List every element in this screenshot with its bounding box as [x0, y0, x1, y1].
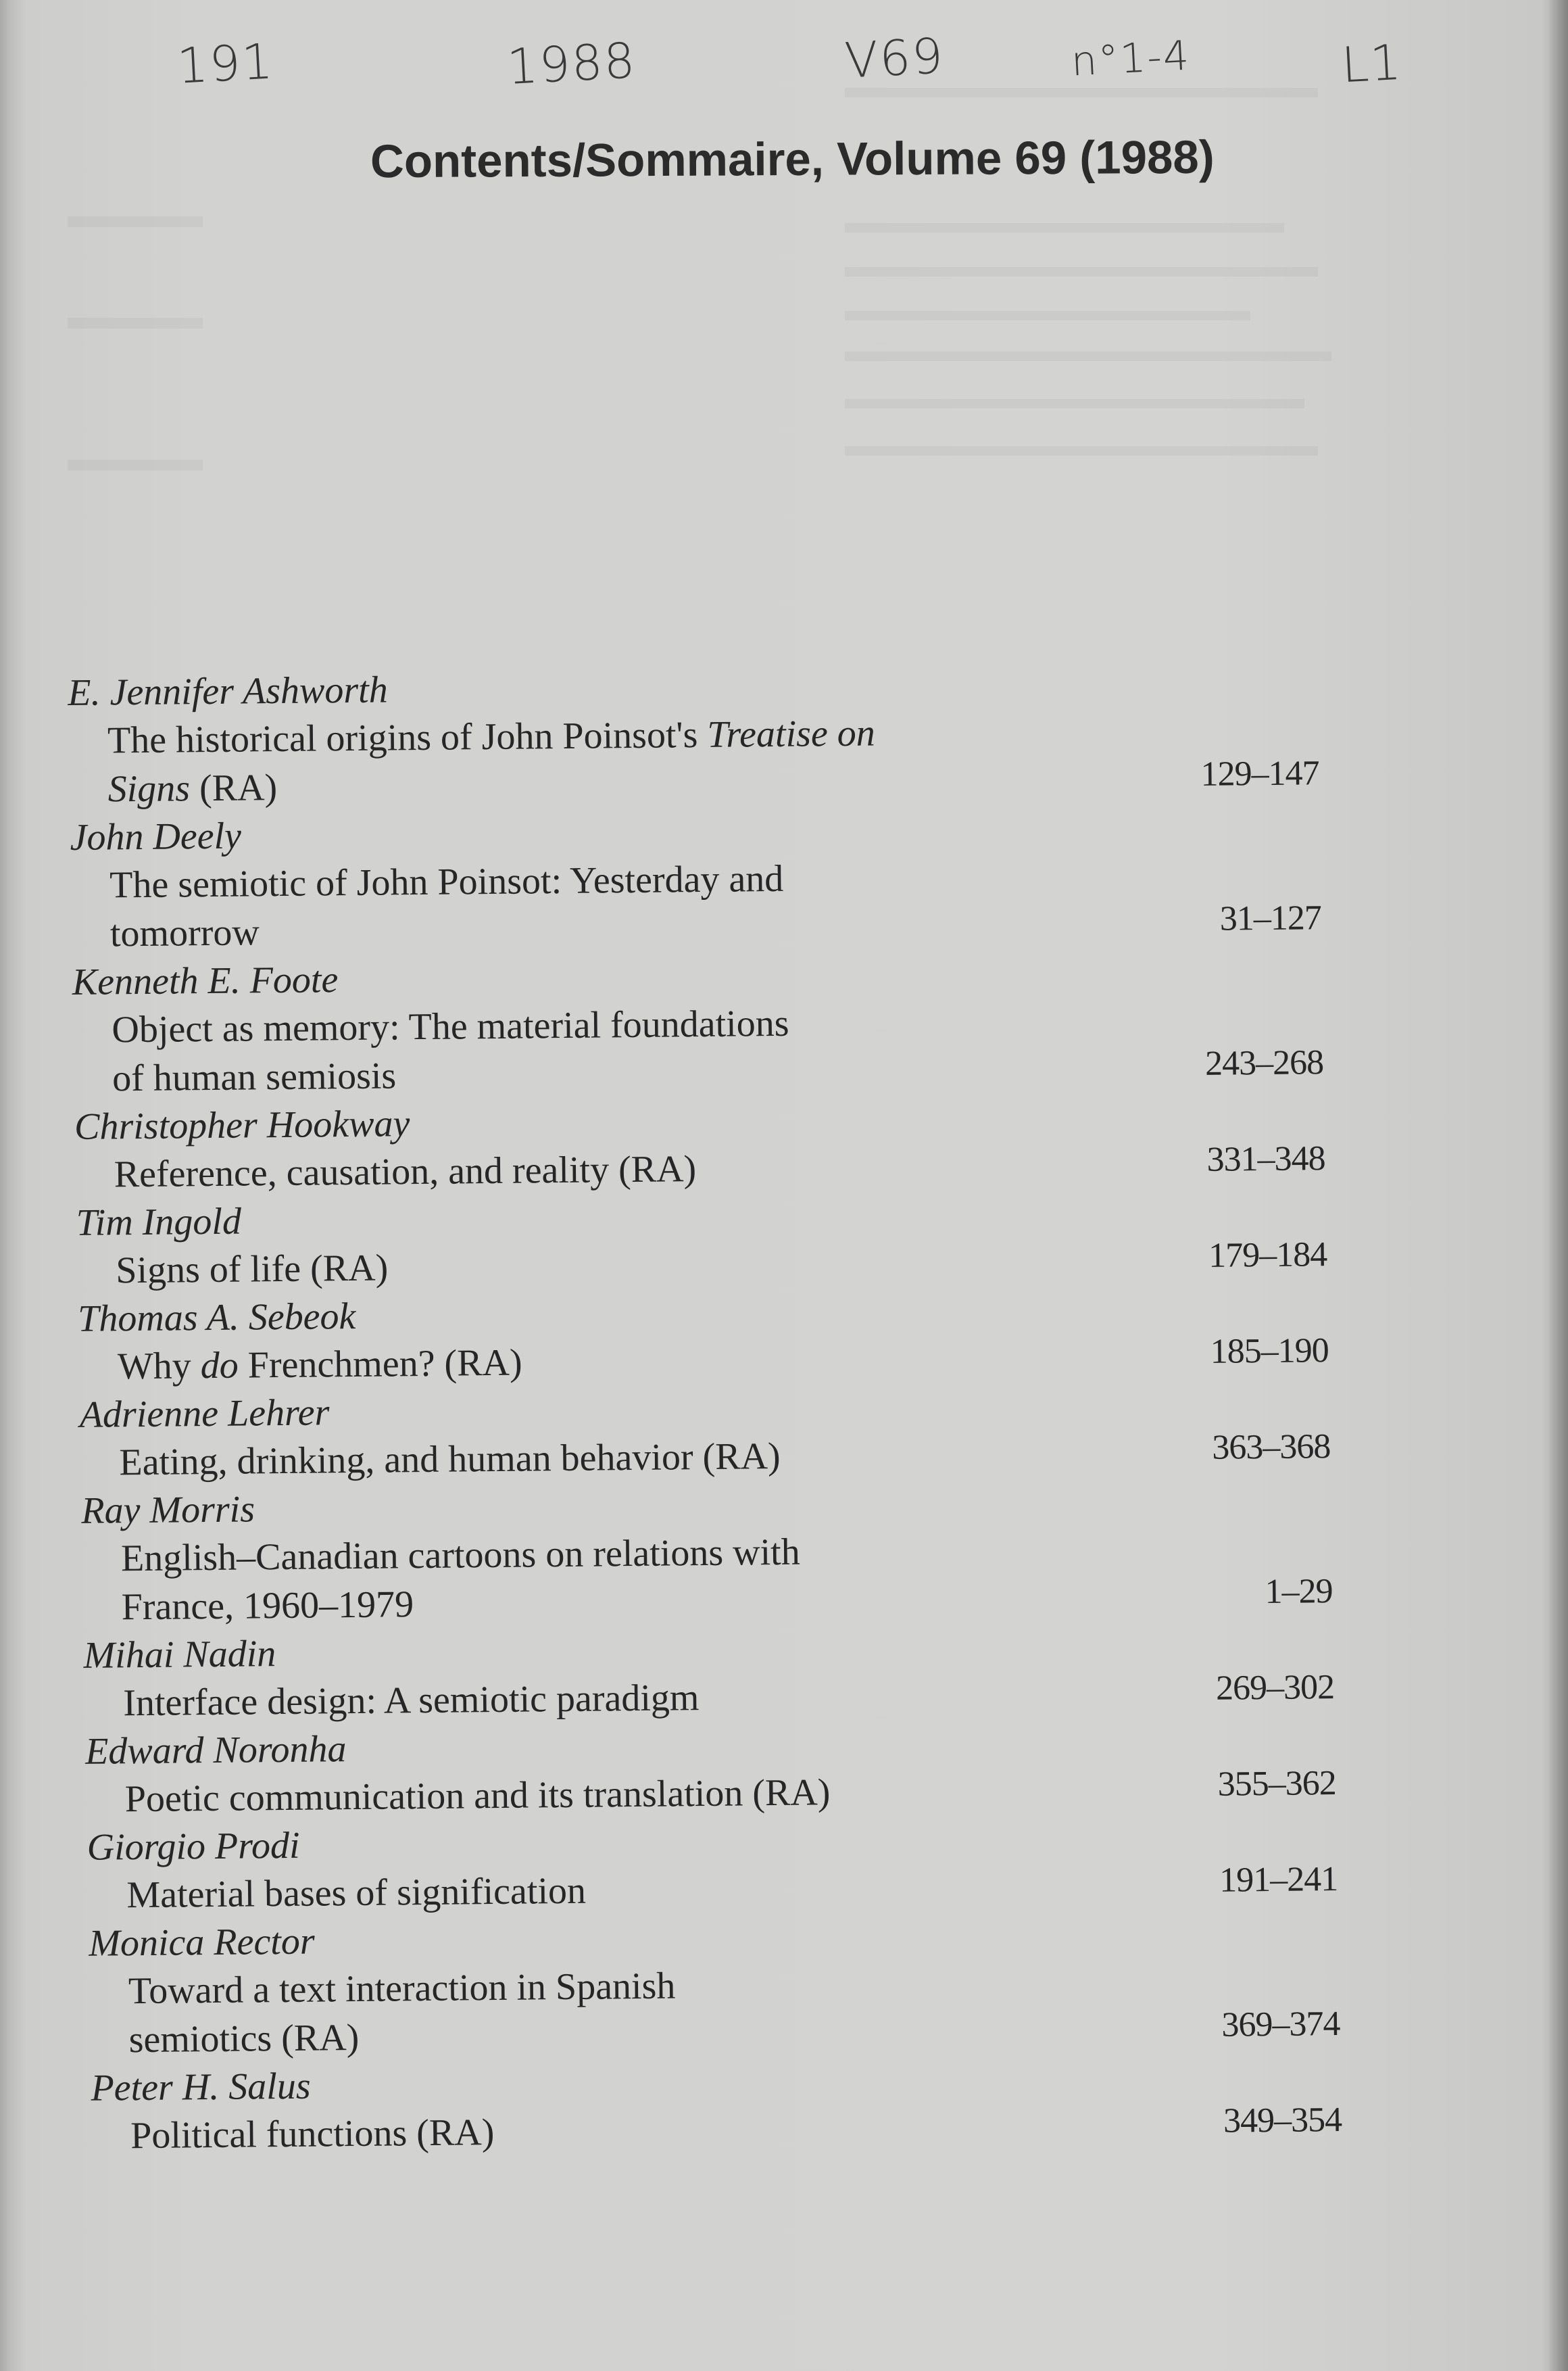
- entry-author: Peter H. Salus: [91, 2065, 311, 2109]
- entry-pages: 191–241: [1219, 1860, 1338, 1900]
- entry-title-line: [121, 1575, 1015, 1632]
- entry-pages: 1–29: [1265, 1572, 1333, 1612]
- handwritten-note: 1988: [505, 32, 638, 95]
- title-segment: Frenchmen? (RA): [238, 1341, 522, 1387]
- entry-pages: 243–268: [1204, 1043, 1324, 1083]
- entry-title: [91, 2103, 1025, 2161]
- entry-title: [86, 1767, 1019, 1824]
- entry-title-line: [112, 1046, 1006, 1103]
- entry-author: E. Jennifer Ashworth: [68, 669, 388, 714]
- entry-author: Giorgio Prodi: [87, 1824, 300, 1869]
- entry-author: Adrienne Lehrer: [79, 1391, 330, 1436]
- entry-title-line: [116, 1238, 1010, 1295]
- entry-title: [78, 1334, 1012, 1391]
- entry-author: John Deely: [70, 815, 242, 859]
- title-segment: tomorrow: [109, 911, 260, 955]
- title-segment: Why: [117, 1345, 201, 1388]
- entry-pages: 185–190: [1210, 1331, 1329, 1371]
- title-segment: Signs of life (RA): [116, 1247, 389, 1292]
- entry-title-line: [128, 2007, 1023, 2065]
- entry-title-line: [110, 901, 1004, 959]
- title-segment: France, 1960–1979: [121, 1583, 414, 1629]
- title-segment: Political functions (RA): [130, 2111, 495, 2157]
- toc-entry: [68, 657, 1340, 814]
- toc-entry: [89, 1908, 1361, 2065]
- entry-title: [87, 1863, 1021, 1920]
- handwritten-note: 191: [175, 32, 276, 95]
- toc-entry: [79, 1379, 1350, 1487]
- entry-pages: 31–127: [1219, 899, 1322, 938]
- entry-title: [68, 708, 1002, 814]
- toc-entry: [83, 1620, 1354, 1728]
- toc-entry: [76, 1187, 1347, 1295]
- entry-author: Ray Morris: [81, 1488, 255, 1532]
- entry-pages: 331–348: [1206, 1139, 1325, 1179]
- entry-title: [84, 1671, 1017, 1728]
- entry-title-line: [124, 1767, 1019, 1824]
- entry-pages: 129–147: [1200, 754, 1319, 794]
- entry-title-line: [112, 997, 1006, 1055]
- entry-author: Thomas A. Sebeok: [77, 1295, 356, 1340]
- title-segment: Reference, causation, and reality (RA): [114, 1148, 697, 1196]
- entry-title: [82, 1526, 1015, 1632]
- entry-title: [74, 1142, 1008, 1199]
- title-segment: The historical origins of John Poinsot's: [107, 713, 708, 762]
- title-segment: (RA): [189, 767, 278, 810]
- entry-pages: 269–302: [1215, 1668, 1335, 1708]
- title-segment: of human semiosis: [112, 1055, 397, 1100]
- title-segment: Interface design: A semiotic paradigm: [122, 1677, 700, 1725]
- title-segment: The semiotic of John Poinsot: Yesterday and: [109, 857, 784, 907]
- entry-title-line: [121, 1526, 1015, 1583]
- entry-title: [80, 1430, 1013, 1487]
- title-segment: Poetic communication and its translation (RA): [124, 1771, 831, 1821]
- italic-title-segment: Treatise on: [707, 712, 876, 756]
- entry-title-line: [107, 757, 1002, 814]
- entry-title: [70, 853, 1004, 959]
- toc-entry: [70, 802, 1342, 959]
- title-segment: semiotics (RA): [128, 2016, 360, 2061]
- entry-title-line: [126, 1863, 1021, 1920]
- handwritten-note: L1: [1340, 33, 1404, 94]
- entry-author: Edward Noronha: [84, 1728, 347, 1773]
- italic-title-segment: Signs: [107, 767, 191, 811]
- toc-entry: [78, 1283, 1349, 1391]
- entry-title-line: [114, 1142, 1008, 1199]
- entry-title-line: [130, 2103, 1025, 2161]
- toc-entry: [91, 2053, 1362, 2161]
- toc-entry: [81, 1475, 1353, 1632]
- italic-title-segment: do: [200, 1344, 239, 1387]
- entry-title: [89, 1959, 1023, 2065]
- toc-entry: [74, 1091, 1346, 1199]
- entry-title: [72, 997, 1006, 1103]
- entry-author: Monica Rector: [88, 1920, 315, 1965]
- entry-author: Mihai Nadin: [83, 1633, 276, 1677]
- entry-pages: 355–362: [1217, 1764, 1336, 1804]
- entry-author: Tim Ingold: [76, 1200, 242, 1244]
- entry-title-line: [107, 708, 1002, 765]
- title-segment: Eating, drinking, and human behavior (RA): [119, 1435, 781, 1484]
- toc-entry: [72, 947, 1344, 1103]
- title-segment: Object as memory: The material foundations: [112, 1002, 789, 1051]
- toc-entry: [85, 1716, 1356, 1824]
- handwritten-note: n°1-4: [1070, 32, 1192, 86]
- table-of-contents: [68, 657, 1352, 2161]
- entry-title-line: [123, 1671, 1017, 1728]
- title-segment: English–Canadian cartoons on relations with: [120, 1531, 800, 1580]
- handwritten-note: V69: [843, 27, 946, 89]
- entry-title: [76, 1238, 1010, 1295]
- entry-pages: 179–184: [1208, 1235, 1327, 1275]
- entry-pages: 349–354: [1223, 2101, 1342, 2140]
- page-title: Contents/Sommaire, Volume 69 (1988): [370, 130, 1215, 188]
- entry-title-line: [128, 1959, 1023, 2016]
- title-segment: Material bases of signification: [126, 1869, 587, 1917]
- page-edge-shadow: [1541, 0, 1568, 2371]
- entry-title-line: [118, 1334, 1012, 1391]
- toc-entry: [87, 1812, 1358, 1920]
- entry-title-line: [109, 853, 1004, 910]
- entry-pages: 369–374: [1221, 2005, 1340, 2044]
- entry-title-line: [119, 1430, 1013, 1487]
- title-segment: Toward a text interaction in Spanish: [128, 1965, 676, 2013]
- entry-author: Christopher Hookway: [74, 1103, 410, 1148]
- entry-author: Kenneth E. Foote: [72, 959, 339, 1003]
- handwritten-notes: [0, 27, 1568, 108]
- entry-pages: 363–368: [1212, 1427, 1331, 1467]
